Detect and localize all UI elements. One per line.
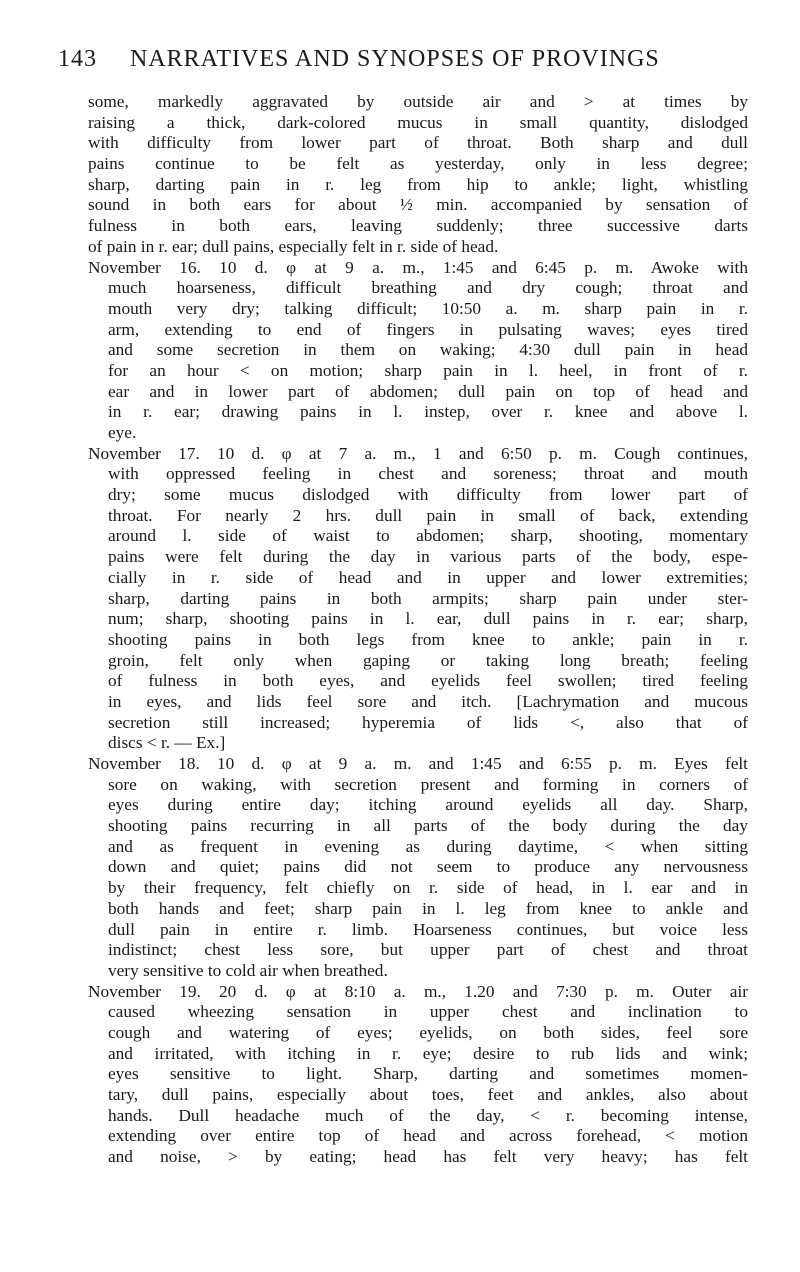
text-line: dull pain in entire r. limb. Hoarseness continues, but voice less	[108, 919, 748, 939]
text-line: groin, felt only when gaping or taking long breath; feeling	[108, 650, 748, 670]
text-line: down and quiet; pains did not seem to produce any nervousness	[108, 857, 748, 877]
text-line: arm, extending to end of fingers in pulsating waves; eyes tired	[108, 319, 748, 339]
text-line: by their frequency, felt chiefly on r. side of head, in l. ear and in	[108, 878, 748, 898]
text-line: some, markedly aggravated by outside air and > at times by	[88, 92, 748, 111]
text-line: sore on waking, with secretion present and forming in corners of	[108, 774, 748, 794]
text-line: around l. side of waist to abdomen; sharp, shooting, momentary	[108, 526, 748, 546]
running-title: NARRATIVES AND SYNOPSES OF PROVINGS	[130, 46, 660, 72]
page-header	[58, 46, 758, 80]
text-line: pains were felt during the day in various parts of the body, espe-	[108, 547, 748, 567]
text-line: November 17. 10 d. φ at 7 a. m., 1 and 6:50 p. m. Cough continues,	[88, 443, 748, 463]
text-line: and irritated, with itching in r. eye; desire to rub lids and wink;	[108, 1043, 748, 1063]
body-text	[88, 92, 748, 1168]
text-line: sharp, darting pain in r. leg from hip to ankle; light, whistling	[88, 174, 748, 194]
text-line: caused wheezing sensation in upper chest and inclination to	[108, 1002, 748, 1022]
text-line: and as frequent in evening as during daytime, < when sitting	[108, 836, 748, 856]
text-line: eyes sensitive to light. Sharp, darting and sometimes momen-	[108, 1064, 748, 1084]
text-line: November 18. 10 d. φ at 9 a. m. and 1:45 and 6:55 p. m. Eyes felt	[88, 754, 748, 773]
text-line: sharp, darting pains in both armpits; sharp pain under ster-	[108, 588, 748, 608]
text-line: extending over entire top of head and across forehead, < motion	[108, 1126, 748, 1146]
text-line: throat. For nearly 2 hrs. dull pain in small of back, extending	[108, 505, 748, 525]
text-line: hands. Dull headache much of the day, < r. becoming intense,	[108, 1105, 748, 1125]
text-line: in r. ear; drawing pains in l. instep, over r. knee and above l.	[108, 402, 748, 422]
text-line: November 16. 10 d. φ at 9 a. m., 1:45 and 6:45 p. m. Awoke with	[88, 257, 748, 277]
text-line: eyes during entire day; itching around eyelids all day. Sharp,	[108, 795, 748, 815]
text-line: November 19. 20 d. φ at 8:10 a. m., 1.20 and 7:30 p. m. Outer air	[88, 981, 748, 1001]
text-line: shooting pains recurring in all parts of the body during the day	[108, 816, 748, 836]
text-line: in eyes, and lids feel sore and itch. [Lachrymation and mucous	[108, 691, 748, 711]
text-line: eye.	[108, 423, 137, 442]
text-line: discs < r. — Ex.]	[108, 733, 226, 753]
text-line: shooting pains in both legs from knee to ankle; pain in r.	[108, 629, 748, 649]
page-number: 143	[58, 46, 97, 72]
text-line: for an hour < on motion; sharp pain in l. heel, in front of r.	[108, 360, 748, 380]
text-line: mouth very dry; talking difficult; 10:50 a. m. sharp pain in r.	[108, 298, 748, 318]
text-line: cough and watering of eyes; eyelids, on both sides, feel sore	[108, 1022, 748, 1042]
text-line: secretion still increased; hyperemia of lids <, also that of	[108, 712, 748, 732]
text-line: cially in r. side of head and in upper and lower extremities;	[108, 567, 748, 587]
text-line: tary, dull pains, especially about toes, feet and ankles, also about	[108, 1085, 748, 1104]
text-line: and noise, > by eating; head has felt very heavy; has felt	[108, 1147, 748, 1167]
text-line: of fulness in both eyes, and eyelids feel swollen; tired feeling	[108, 671, 748, 691]
text-line: pains continue to be felt as yesterday, only in less degree;	[88, 154, 748, 174]
text-line: fulness in both ears, leaving suddenly; three successive darts	[88, 216, 748, 236]
text-line: ear and in lower part of abdomen; dull pain on top of head and	[108, 381, 748, 401]
text-line: raising a thick, dark-colored mucus in small quantity, dislodged	[88, 112, 748, 132]
text-line: much hoarseness, difficult breathing and dry cough; throat and	[108, 278, 748, 298]
text-line: both hands and feet; sharp pain in l. leg from knee to ankle and	[108, 898, 748, 918]
text-line: very sensitive to cold air when breathed.	[108, 960, 388, 980]
text-line: of pain in r. ear; dull pains, especially felt in r. side of head.	[88, 236, 499, 256]
text-line: with difficulty from lower part of throat. Both sharp and dull	[88, 133, 748, 153]
text-line: with oppressed feeling in chest and soreness; throat and mouth	[108, 464, 748, 484]
text-line: indistinct; chest less sore, but upper part of chest and throat	[108, 940, 748, 960]
text-line: sound in both ears for about ½ min. accompanied by sensation of	[88, 195, 748, 215]
text-line: num; sharp, shooting pains in l. ear, dull pains in r. ear; sharp,	[108, 609, 748, 629]
text-line: and some secretion in them on waking; 4:30 dull pain in head	[108, 340, 748, 360]
text-line: dry; some mucus dislodged with difficulty from lower part of	[108, 485, 748, 505]
